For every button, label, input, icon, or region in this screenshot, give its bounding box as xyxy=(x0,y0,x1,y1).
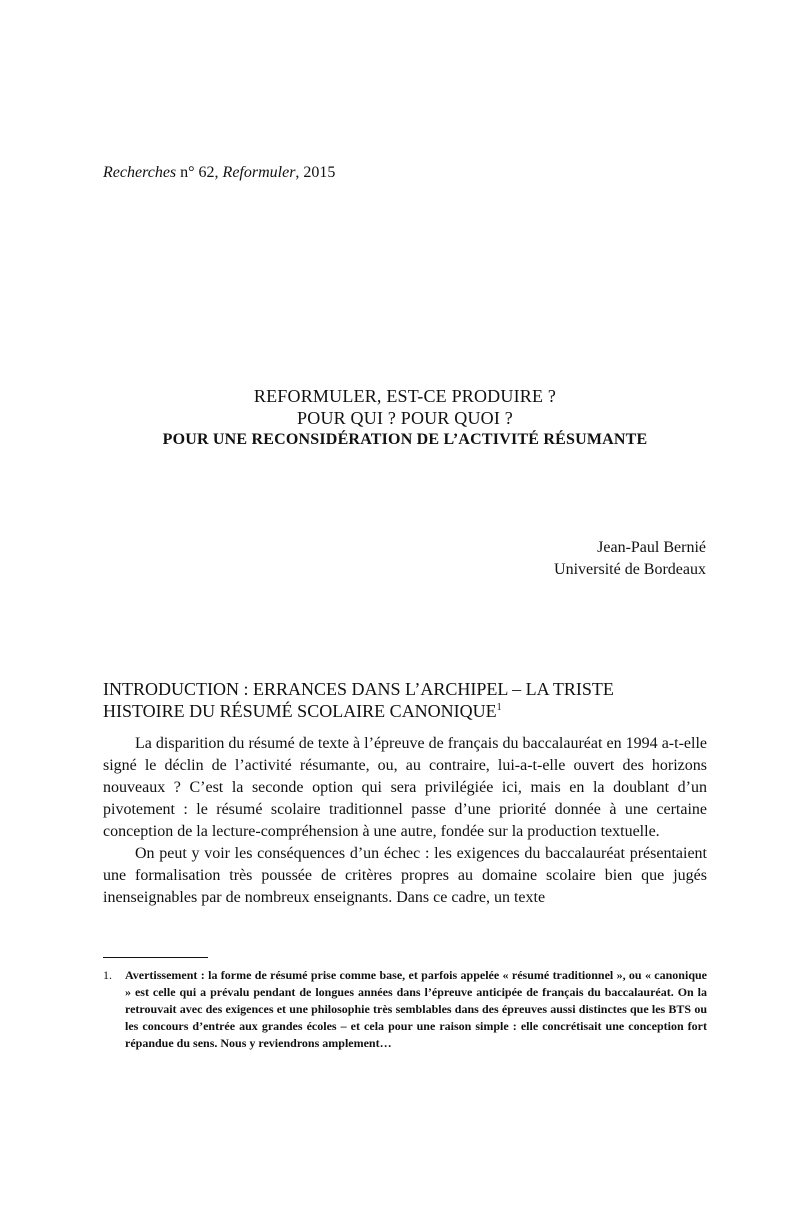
journal-issue-title: Reformuler xyxy=(222,164,296,181)
title-line-1: REFORMULER, EST-CE PRODUIRE ? xyxy=(253,386,557,406)
section-heading xyxy=(103,678,707,722)
article-title xyxy=(103,385,707,451)
author-block xyxy=(554,537,706,581)
section-heading-line-1: INTRODUCTION : ERRANCES DANS L’ARCHIPEL – LA TRISTE xyxy=(103,679,614,699)
footnote-reference[interactable]: 1 xyxy=(496,702,502,713)
journal-header xyxy=(103,163,335,183)
footnote-text: Avertissement : la forme de résumé prise comme base, et parfois appelée « résumé traditionnel », ou « canonique » est celle qui a prévalu pendant de longues années dans l’épreuve anticipée de français du baccalauréat. On la retrouvait avec des exigences et une philosophie très semblables dans des épreuves aussi distinctes que les BTS ou les concours d’entrée aux grandes écoles – et cela pour une raison simple : elle concrétisait une conception fort répandue du sens. Nous y reviendrons amplement… xyxy=(125,968,707,1050)
paragraph: La disparition du résumé de texte à l’épreuve de français du baccalauréat en 1994 a-t-elle signé le déclin de l’activité résumante, ou, au contraire, lui-a-t-elle ouvert des horizons nouveaux ? C’est la seconde option qui sera privilégiée ici, mais en la doublant d’un pivotement : le résumé scolaire traditionnel passe d’une priorité donnée à une certaine conception de la lecture-compréhension à une autre, fondée sur la production textuelle. xyxy=(103,735,707,840)
section-heading-text: HISTOIRE DU RÉSUMÉ SCOLAIRE CANONIQUE xyxy=(103,701,497,721)
journal-name: Recherches xyxy=(103,164,177,181)
journal-issue: n° 62, xyxy=(176,164,223,181)
section-heading-line-2 xyxy=(103,700,707,722)
title-line-3: POUR UNE RECONSIDÉRATION DE L’ACTIVITÉ RÉSUMANTE xyxy=(162,431,648,448)
journal-year: , 2015 xyxy=(295,164,336,181)
paragraph: On peut y voir les conséquences d’un échec : les exigences du baccalauréat présentaient une formalisation très poussée de critères propres au domaine scolaire bien que jugés inenseignables par de nombreux enseignants. Dans ce cadre, un texte xyxy=(103,845,707,906)
footnote xyxy=(103,967,707,1052)
author-affiliation: Université de Bordeaux xyxy=(554,561,706,578)
footnote-separator xyxy=(103,957,208,958)
author-name: Jean-Paul Bernié xyxy=(597,539,706,556)
body-text xyxy=(103,733,707,909)
title-line-2: POUR QUI ? POUR QUOI ? xyxy=(297,408,513,428)
footnote-number: 1. xyxy=(103,968,112,982)
